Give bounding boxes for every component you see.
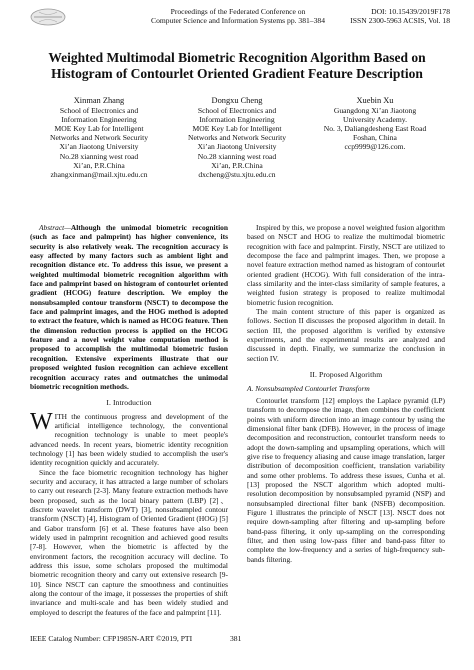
header-line-2: Computer Science and Information Systems pp. 381–384 bbox=[151, 16, 325, 25]
author-address: No.28 xianning west road bbox=[59, 151, 139, 161]
author-email: ccp9999@126.com. bbox=[344, 142, 406, 152]
author-address: No.28 xianning west road bbox=[197, 151, 277, 161]
abstract-label: Abstract— bbox=[39, 223, 71, 232]
author-affiliation: School of Electronics and bbox=[59, 106, 139, 116]
proceedings-header bbox=[118, 7, 358, 25]
author-1 bbox=[30, 96, 168, 179]
author-affiliation: MOE Key Lab for Intelligent bbox=[54, 124, 144, 134]
footer-catalog: IEEE Catalog Number: CFP1985N-ART ©2019, PTI bbox=[30, 634, 193, 643]
subsection-heading-nsct: A. Nonsubsampled Contourlet Transform bbox=[247, 383, 370, 393]
author-name: Dongxu Cheng bbox=[211, 96, 263, 105]
intro-paragraph-2: Since the face biometric recognition technology has higher security and accuracy, it has attracted a large number of scholars to carry out research [2-3]. Many feature extraction methods have been proposed, such as the local binary pattern (LBP) [2]、discrete wavelet transform (DWT) [3], nonsubsampled contour transform (NSCT) [4], Histogram of Oriented Gradient (HOG) [5] and Gabor transform [6] et al. These features have also been widely used in palmprint recognition and achieved good results [7-8]. However, when the biometric is affected by the environment factors, the recognition accuracy will decline. To address this issue, some scholars proposed the multimodal biometric recognition theory and carry out extensive research [9-10]. Since NSCT can capture the smoothness and continuities along the contour of the image, it possesses the properties of shift invariance and multi-scale and has been widely studied and employed to descript the features of the face and palmprint [11]. bbox=[30, 467, 228, 617]
author-affiliation: School of Electronics and bbox=[197, 106, 277, 116]
author-address: Foshan, China bbox=[353, 133, 397, 143]
doi-header bbox=[350, 7, 450, 25]
issn-text: ISSN 2300-5963 ACSIS, Vol. 18 bbox=[350, 16, 450, 25]
author-affiliation: MOE Key Lab for Intelligent bbox=[192, 124, 282, 134]
doi-text: DOI: 10.15439/2019F178 bbox=[371, 7, 450, 16]
paper-title bbox=[30, 50, 444, 81]
intro-paragraph-3: Inspired by this, we propose a novel weighted fusion algorithm based on NSCT and HOG to realize the multimodal biometric recognition with face and palmprint. Firstly, NSCT are utilized to decompose the face and palmprint images. Then, we propose a novel feature extraction method named as histogram of contourlet oriented gradient (HCOG). With full consideration of the intra-class similarity and the inter-class similarity of sample features, a weighted fusion strategy is proposed to realize multimodal biometric fusion recognition. bbox=[247, 223, 445, 307]
author-affiliation: Xi’an Jiaotong University bbox=[59, 142, 139, 152]
author-block bbox=[30, 96, 444, 179]
section-heading-introduction: I. Introduction bbox=[106, 398, 152, 408]
abstract-text: Although the unimodal biometric recognition (such as face and palmprint) has higher convenience, its security is also relatively weak. The recognition accuracy is easy affected by many factors such as ambient light and recognition distance etc. To address this issue, we present a weighted multimodal biometric recognition algorithm with face and palmprint based on histogram of contourlet oriented gradient (HCOG) feature description. We employ the nonsubsampled contour transform (NSCT) to decompose the face and palmprint images, and the HOG method is adopted to extract the feature, which is named as HCOG feature. Then the dimension reduction process is applied on the HCOG feature and a novel weight value computation method is proposed to accomplish the multimodal biometric fusion recognition. Extensive experiments illustrate that our proposed weighted fusion recognition can achieve excellent recognition accuracy rates and outmatches the unimodal biometric recognition methods. bbox=[30, 223, 228, 391]
abstract bbox=[30, 223, 228, 391]
author-2 bbox=[168, 96, 306, 179]
left-column bbox=[30, 223, 228, 617]
author-name: Xuebin Xu bbox=[356, 96, 394, 105]
header-line-1: Proceedings of the Federated Conference on bbox=[170, 7, 306, 16]
title-line-2: Histogram of Contourlet Oriented Gradient Feature Description bbox=[51, 65, 423, 81]
author-affiliation: University Academy. bbox=[342, 115, 408, 125]
right-column bbox=[247, 223, 445, 564]
author-email: dxcheng@stu.xjtu.edu.cn bbox=[198, 169, 276, 179]
intro-paragraph-1: WITH the continuous progress and development of the artificial intelligence technology, the conventional recognition technology is unable to meet people's advanced needs. In recent years, biometric identity recognition technology [1] has been widely studied to accomplish the user's identity recognition quickly and accurately. bbox=[30, 408, 228, 468]
author-affiliation: Networks and Network Security bbox=[49, 133, 149, 143]
author-name: Xinman Zhang bbox=[73, 96, 125, 105]
author-affiliation: Xi’an Jiaotong University bbox=[197, 142, 277, 152]
author-affiliation: Networks and Network Security bbox=[187, 133, 287, 143]
intro-paragraph-4: The main content structure of this paper is organized as follows. Section II discusses the proposed algorithm in detail. In section III, the proposed algorithm is verified by extensive experiments, and the experimental results are analyzed and discussed in depth. Finally, we summarize the conclusion in section IV. bbox=[247, 307, 445, 363]
author-affiliation: Information Engineering bbox=[61, 115, 137, 125]
author-address: Xi’an, P.R.China bbox=[211, 160, 263, 170]
conference-logo bbox=[30, 8, 66, 26]
author-address: No. 3, Daliangdesheng East Road bbox=[323, 124, 427, 134]
author-affiliation: Guangdong Xi’an Jiaotong bbox=[333, 106, 417, 116]
author-email: zhangxinman@mail.xjtu.edu.cn bbox=[50, 169, 148, 179]
author-address: Xi’an, P.R.China bbox=[73, 160, 125, 170]
section-heading-proposed-algorithm: II. Proposed Algorithm bbox=[309, 370, 383, 380]
title-line-1: Weighted Multimodal Biometric Recognition Algorithm Based on bbox=[48, 50, 426, 65]
author-affiliation: Information Engineering bbox=[199, 115, 275, 125]
author-3 bbox=[306, 96, 444, 179]
nsct-paragraph: Contourlet transform [12] employs the Laplace pyramid (LP) transform to decompose the image, then combines the coefficient points with uniform direction into an image contour by using the dimensional filter bank (DFB). However, in the process of image decomposition and reconstruction, contourlet transform needs to adopt the down-sampling and upsampling operations, which will give rise to frequency aliasing and cause image translation, larger distribution of decomposition coefficient, translation variability and some other problems. To address these issues, Cunha et al. [13] proposed the NSCT algorithm which adopted multi-resolution decomposition by nonsubsampled pyramid (NSP) and nonsubsampled directional filter bank (NSFB) decomposition. Figure 1 illustrates the principle of NSCT [13]. NSCT does not require down-sampling after filtering and up-sampling before band-pass filtering, it only up-sampling on the corresponding filter, and then using low-pass filter and band-pass filter to complete the low-frequency and a series of high-frequency sub-bands filtering. bbox=[247, 395, 445, 564]
page-number: 381 bbox=[230, 634, 242, 643]
